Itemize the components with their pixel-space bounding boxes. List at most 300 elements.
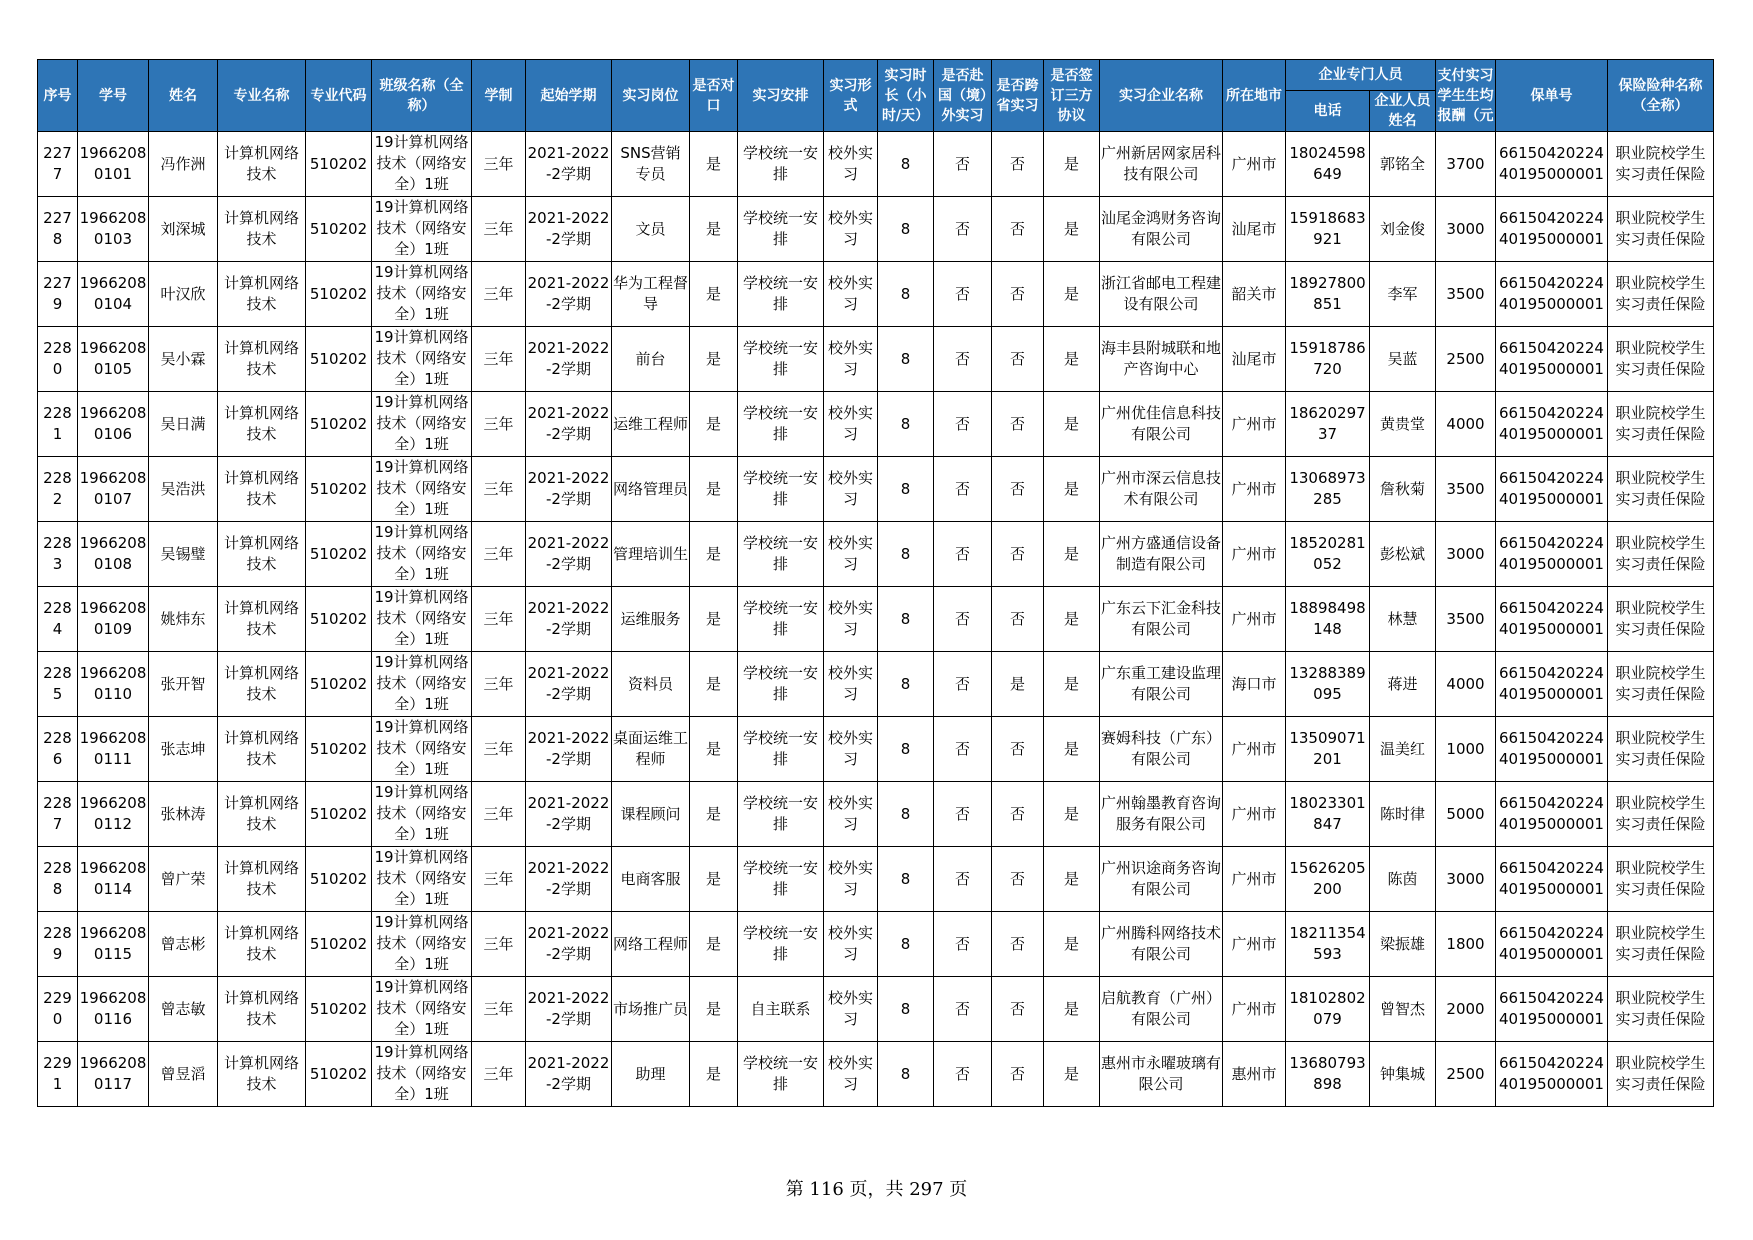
cell-arrangement: 学校统一安排 [738, 847, 824, 912]
cell-major-code: 510202 [306, 132, 372, 197]
cell-duration: 三年 [472, 782, 526, 847]
cell-form: 校外实习 [824, 782, 878, 847]
cell-hours: 8 [878, 457, 934, 522]
cell-arrangement: 学校统一安排 [738, 327, 824, 392]
cell-insurance: 职业院校学生实习责任保险 [1608, 652, 1714, 717]
cell-arrangement: 学校统一安排 [738, 262, 824, 327]
cell-cross-province: 否 [992, 847, 1044, 912]
cell-abroad: 否 [934, 1042, 992, 1107]
header-insurance: 保险险种名称（全称） [1608, 60, 1714, 132]
cell-cross-province: 否 [992, 522, 1044, 587]
cell-policy-no: 6615042022440195000001 [1496, 587, 1608, 652]
cell-company: 赛姆科技（广东）有限公司 [1100, 717, 1223, 782]
cell-abroad: 否 [934, 717, 992, 782]
cell-cross-province: 否 [992, 327, 1044, 392]
cell-city: 广州市 [1223, 782, 1286, 847]
cell-arrangement: 学校统一安排 [738, 587, 824, 652]
cell-phone: 13288389095 [1286, 652, 1370, 717]
cell-position: 运维工程师 [612, 392, 690, 457]
cell-hours: 8 [878, 782, 934, 847]
cell-class-name-text: 19计算机网络技术（网络安全）1班 [374, 1043, 469, 1103]
cell-arrangement: 学校统一安排 [738, 1042, 824, 1107]
cell-company: 广州优佳信息科技有限公司 [1100, 392, 1223, 457]
cell-cross-province: 否 [992, 587, 1044, 652]
cell-cross-province: 否 [992, 262, 1044, 327]
cell-relevant: 是 [690, 847, 738, 912]
cell-contact-name: 钟集城 [1370, 1042, 1436, 1107]
cell-seq: 2277 [38, 132, 78, 197]
cell-start-term [526, 132, 612, 197]
cell-relevant: 是 [690, 782, 738, 847]
cell-abroad: 否 [934, 847, 992, 912]
cell-position: 华为工程督导 [612, 262, 690, 327]
cell-name: 曾广荣 [149, 847, 218, 912]
cell-class-name-text: 19计算机网络技术（网络安全）1班 [374, 588, 469, 648]
cell-form: 校外实习 [824, 327, 878, 392]
cell-policy-no: 6615042022440195000001 [1496, 717, 1608, 782]
cell-major-code: 510202 [306, 1042, 372, 1107]
cell-insurance: 职业院校学生实习责任保险 [1608, 977, 1714, 1042]
cell-seq: 2279 [38, 262, 78, 327]
cell-class-name-text: 19计算机网络技术（网络安全）1班 [374, 133, 469, 193]
cell-tripartite: 是 [1044, 977, 1100, 1042]
cell-seq: 2284 [38, 587, 78, 652]
cell-pay: 2500 [1436, 327, 1496, 392]
cell-start-term-text: 2021-2022-2学期 [527, 469, 610, 508]
cell-position: 文员 [612, 197, 690, 262]
cell-policy-no: 6615042022440195000001 [1496, 847, 1608, 912]
header-contact-group: 企业专门人员 [1286, 60, 1436, 91]
cell-duration: 三年 [472, 587, 526, 652]
cell-pay: 4000 [1436, 652, 1496, 717]
cell-policy-no: 6615042022440195000001 [1496, 197, 1608, 262]
cell-arrangement: 学校统一安排 [738, 457, 824, 522]
cell-city: 广州市 [1223, 587, 1286, 652]
cell-class-name [372, 132, 472, 197]
cell-seq: 2291 [38, 1042, 78, 1107]
cell-duration: 三年 [472, 522, 526, 587]
cell-seq: 2286 [38, 717, 78, 782]
cell-relevant: 是 [690, 1042, 738, 1107]
cell-class-name-text: 19计算机网络技术（网络安全）1班 [374, 718, 469, 778]
cell-class-name [372, 392, 472, 457]
cell-major-name: 计算机网络技术 [218, 587, 306, 652]
table-row [38, 847, 1714, 912]
cell-contact-name: 黄贵堂 [1370, 392, 1436, 457]
cell-arrangement: 学校统一安排 [738, 912, 824, 977]
cell-class-name [372, 912, 472, 977]
table-row [38, 327, 1714, 392]
cell-class-name [372, 522, 472, 587]
cell-contact-name: 温美红 [1370, 717, 1436, 782]
cell-relevant: 是 [690, 587, 738, 652]
cell-cross-province: 否 [992, 782, 1044, 847]
cell-pay: 3500 [1436, 457, 1496, 522]
cell-duration: 三年 [472, 912, 526, 977]
cell-start-term-text: 2021-2022-2学期 [527, 989, 610, 1028]
cell-hours: 8 [878, 392, 934, 457]
table-row [38, 912, 1714, 977]
cell-company: 广州腾科网络技术有限公司 [1100, 912, 1223, 977]
cell-phone: 18023301847 [1286, 782, 1370, 847]
cell-student-id: 19662080103 [78, 197, 149, 262]
cell-tripartite: 是 [1044, 197, 1100, 262]
header-city: 所在地市 [1223, 60, 1286, 132]
cell-class-name [372, 1042, 472, 1107]
header-class-name: 班级名称（全称） [372, 60, 472, 132]
cell-position: 管理培训生 [612, 522, 690, 587]
cell-major-name: 计算机网络技术 [218, 847, 306, 912]
cell-start-term-text: 2021-2022-2学期 [527, 144, 610, 183]
cell-insurance: 职业院校学生实习责任保险 [1608, 132, 1714, 197]
cell-tripartite: 是 [1044, 522, 1100, 587]
cell-pay: 4000 [1436, 392, 1496, 457]
cell-student-id: 19662080115 [78, 912, 149, 977]
cell-major-name: 计算机网络技术 [218, 262, 306, 327]
cell-class-name [372, 717, 472, 782]
cell-major-code: 510202 [306, 782, 372, 847]
table-row [38, 1042, 1714, 1107]
cell-major-code: 510202 [306, 847, 372, 912]
cell-start-term-text: 2021-2022-2学期 [527, 339, 610, 378]
cell-abroad: 否 [934, 457, 992, 522]
cell-arrangement: 学校统一安排 [738, 652, 824, 717]
cell-form: 校外实习 [824, 197, 878, 262]
header-form: 实习形式 [824, 60, 878, 132]
cell-city: 海口市 [1223, 652, 1286, 717]
cell-major-code: 510202 [306, 652, 372, 717]
cell-major-code: 510202 [306, 522, 372, 587]
cell-position: 市场推广员 [612, 977, 690, 1042]
cell-student-id: 19662080106 [78, 392, 149, 457]
cell-class-name-text: 19计算机网络技术（网络安全）1班 [374, 198, 469, 258]
header-policy-no: 保单号 [1496, 60, 1608, 132]
cell-tripartite: 是 [1044, 717, 1100, 782]
cell-seq: 2290 [38, 977, 78, 1042]
cell-start-term [526, 912, 612, 977]
cell-tripartite: 是 [1044, 652, 1100, 717]
cell-policy-no: 6615042022440195000001 [1496, 652, 1608, 717]
cell-insurance: 职业院校学生实习责任保险 [1608, 782, 1714, 847]
cell-city: 汕尾市 [1223, 327, 1286, 392]
table-row [38, 197, 1714, 262]
cell-contact-name: 陈茵 [1370, 847, 1436, 912]
cell-major-code: 510202 [306, 977, 372, 1042]
cell-phone: 15626205200 [1286, 847, 1370, 912]
cell-class-name [372, 457, 472, 522]
cell-student-id: 19662080111 [78, 717, 149, 782]
cell-policy-no: 6615042022440195000001 [1496, 132, 1608, 197]
cell-class-name-text: 19计算机网络技术（网络安全）1班 [374, 523, 469, 583]
cell-start-term-text: 2021-2022-2学期 [527, 1054, 610, 1093]
cell-start-term-text: 2021-2022-2学期 [527, 404, 610, 443]
cell-relevant: 是 [690, 132, 738, 197]
cell-major-code: 510202 [306, 587, 372, 652]
cell-city: 汕尾市 [1223, 197, 1286, 262]
cell-position: 桌面运维工程师 [612, 717, 690, 782]
header-abroad: 是否赴国（境）外实习 [934, 60, 992, 132]
cell-hours: 8 [878, 327, 934, 392]
cell-form: 校外实习 [824, 522, 878, 587]
cell-policy-no: 6615042022440195000001 [1496, 912, 1608, 977]
cell-form: 校外实习 [824, 587, 878, 652]
cell-class-name-text: 19计算机网络技术（网络安全）1班 [374, 783, 469, 843]
cell-relevant: 是 [690, 652, 738, 717]
cell-contact-name: 林慧 [1370, 587, 1436, 652]
cell-contact-name: 蒋进 [1370, 652, 1436, 717]
cell-class-name-text: 19计算机网络技术（网络安全）1班 [374, 653, 469, 713]
cell-phone: 18024598649 [1286, 132, 1370, 197]
cell-major-name: 计算机网络技术 [218, 327, 306, 392]
cell-phone: 15918786720 [1286, 327, 1370, 392]
cell-class-name-text: 19计算机网络技术（网络安全）1班 [374, 393, 469, 453]
cell-class-name-text: 19计算机网络技术（网络安全）1班 [374, 978, 469, 1038]
cell-phone: 18102802079 [1286, 977, 1370, 1042]
cell-position: 网络管理员 [612, 457, 690, 522]
cell-city: 广州市 [1223, 132, 1286, 197]
cell-company: 浙江省邮电工程建设有限公司 [1100, 262, 1223, 327]
cell-hours: 8 [878, 587, 934, 652]
cell-name: 曾志彬 [149, 912, 218, 977]
header-major-name: 专业名称 [218, 60, 306, 132]
cell-phone: 13680793898 [1286, 1042, 1370, 1107]
cell-cross-province: 否 [992, 717, 1044, 782]
cell-major-name: 计算机网络技术 [218, 652, 306, 717]
cell-insurance: 职业院校学生实习责任保险 [1608, 457, 1714, 522]
cell-name: 曾志敏 [149, 977, 218, 1042]
cell-major-code: 510202 [306, 197, 372, 262]
cell-arrangement: 自主联系 [738, 977, 824, 1042]
cell-seq: 2285 [38, 652, 78, 717]
header-arrangement: 实习安排 [738, 60, 824, 132]
header-student-id: 学号 [78, 60, 149, 132]
cell-arrangement: 学校统一安排 [738, 392, 824, 457]
cell-city: 广州市 [1223, 392, 1286, 457]
cell-name: 叶汉欣 [149, 262, 218, 327]
cell-company: 海丰县附城联和地产咨询中心 [1100, 327, 1223, 392]
cell-class-name [372, 977, 472, 1042]
cell-abroad: 否 [934, 522, 992, 587]
cell-form: 校外实习 [824, 847, 878, 912]
table-row [38, 782, 1714, 847]
cell-position: 资料员 [612, 652, 690, 717]
cell-cross-province: 否 [992, 392, 1044, 457]
cell-major-name: 计算机网络技术 [218, 717, 306, 782]
cell-abroad: 否 [934, 782, 992, 847]
cell-class-name-text: 19计算机网络技术（网络安全）1班 [374, 848, 469, 908]
cell-contact-name: 吴蓝 [1370, 327, 1436, 392]
cell-relevant: 是 [690, 262, 738, 327]
page-footer: 第 116 页，共 297 页 [785, 1179, 968, 1200]
cell-start-term [526, 197, 612, 262]
cell-cross-province: 否 [992, 1042, 1044, 1107]
cell-duration: 三年 [472, 717, 526, 782]
cell-start-term [526, 847, 612, 912]
cell-start-term [526, 977, 612, 1042]
cell-major-code: 510202 [306, 262, 372, 327]
cell-tripartite: 是 [1044, 1042, 1100, 1107]
cell-arrangement: 学校统一安排 [738, 197, 824, 262]
cell-name: 张志坤 [149, 717, 218, 782]
cell-duration: 三年 [472, 977, 526, 1042]
cell-tripartite: 是 [1044, 132, 1100, 197]
table-row [38, 977, 1714, 1042]
cell-phone: 18927800851 [1286, 262, 1370, 327]
cell-seq: 2281 [38, 392, 78, 457]
cell-tripartite: 是 [1044, 327, 1100, 392]
cell-student-id: 19662080105 [78, 327, 149, 392]
cell-company: 启航教育（广州）有限公司 [1100, 977, 1223, 1042]
header-seq: 序号 [38, 60, 78, 132]
cell-major-name: 计算机网络技术 [218, 457, 306, 522]
cell-start-term [526, 652, 612, 717]
cell-cross-province: 否 [992, 977, 1044, 1042]
cell-form: 校外实习 [824, 912, 878, 977]
cell-hours: 8 [878, 1042, 934, 1107]
cell-name: 曾昱滔 [149, 1042, 218, 1107]
cell-name: 吴小霖 [149, 327, 218, 392]
header-tripartite: 是否签订三方协议 [1044, 60, 1100, 132]
cell-policy-no: 6615042022440195000001 [1496, 457, 1608, 522]
cell-position: SNS营销专员 [612, 132, 690, 197]
cell-tripartite: 是 [1044, 457, 1100, 522]
cell-duration: 三年 [472, 262, 526, 327]
cell-pay: 3500 [1436, 262, 1496, 327]
cell-form: 校外实习 [824, 392, 878, 457]
cell-class-name-text: 19计算机网络技术（网络安全）1班 [374, 913, 469, 973]
cell-student-id: 19662080104 [78, 262, 149, 327]
cell-duration: 三年 [472, 197, 526, 262]
cell-policy-no: 6615042022440195000001 [1496, 327, 1608, 392]
cell-abroad: 否 [934, 262, 992, 327]
cell-cross-province: 是 [992, 652, 1044, 717]
cell-contact-name: 陈时律 [1370, 782, 1436, 847]
cell-arrangement: 学校统一安排 [738, 782, 824, 847]
cell-pay: 3700 [1436, 132, 1496, 197]
cell-form: 校外实习 [824, 262, 878, 327]
cell-duration: 三年 [472, 392, 526, 457]
cell-hours: 8 [878, 522, 934, 587]
header-phone: 电话 [1286, 91, 1370, 132]
cell-name: 吴锡璧 [149, 522, 218, 587]
cell-company: 广州识途商务咨询有限公司 [1100, 847, 1223, 912]
cell-tripartite: 是 [1044, 392, 1100, 457]
cell-company: 惠州市永曜玻璃有限公司 [1100, 1042, 1223, 1107]
cell-policy-no: 6615042022440195000001 [1496, 522, 1608, 587]
cell-start-term [526, 717, 612, 782]
cell-class-name-text: 19计算机网络技术（网络安全）1班 [374, 328, 469, 388]
cell-insurance: 职业院校学生实习责任保险 [1608, 587, 1714, 652]
table-row [38, 132, 1714, 197]
cell-form: 校外实习 [824, 652, 878, 717]
cell-duration: 三年 [472, 847, 526, 912]
cell-phone: 18898498148 [1286, 587, 1370, 652]
cell-duration: 三年 [472, 457, 526, 522]
cell-abroad: 否 [934, 652, 992, 717]
cell-relevant: 是 [690, 327, 738, 392]
cell-abroad: 否 [934, 587, 992, 652]
cell-student-id: 19662080107 [78, 457, 149, 522]
header-company: 实习企业名称 [1100, 60, 1223, 132]
cell-contact-name: 彭松斌 [1370, 522, 1436, 587]
cell-pay: 1800 [1436, 912, 1496, 977]
cell-student-id: 19662080112 [78, 782, 149, 847]
cell-contact-name: 刘金俊 [1370, 197, 1436, 262]
cell-insurance: 职业院校学生实习责任保险 [1608, 912, 1714, 977]
cell-duration: 三年 [472, 1042, 526, 1107]
cell-class-name [372, 197, 472, 262]
cell-major-name: 计算机网络技术 [218, 1042, 306, 1107]
cell-policy-no: 6615042022440195000001 [1496, 1042, 1608, 1107]
cell-form: 校外实习 [824, 132, 878, 197]
cell-seq: 2288 [38, 847, 78, 912]
cell-position: 运维服务 [612, 587, 690, 652]
cell-name: 张林涛 [149, 782, 218, 847]
cell-phone: 18520281052 [1286, 522, 1370, 587]
table-row [38, 652, 1714, 717]
cell-phone: 18211354593 [1286, 912, 1370, 977]
cell-start-term [526, 262, 612, 327]
cell-company: 广州新居网家居科技有限公司 [1100, 132, 1223, 197]
cell-relevant: 是 [690, 392, 738, 457]
cell-city: 惠州市 [1223, 1042, 1286, 1107]
cell-company: 广东重工建设监理有限公司 [1100, 652, 1223, 717]
cell-form: 校外实习 [824, 977, 878, 1042]
cell-contact-name: 曾智杰 [1370, 977, 1436, 1042]
cell-major-code: 510202 [306, 327, 372, 392]
cell-start-term-text: 2021-2022-2学期 [527, 859, 610, 898]
cell-pay: 2500 [1436, 1042, 1496, 1107]
cell-name: 张开智 [149, 652, 218, 717]
cell-student-id: 19662080101 [78, 132, 149, 197]
cell-start-term [526, 782, 612, 847]
cell-class-name [372, 327, 472, 392]
cell-start-term-text: 2021-2022-2学期 [527, 924, 610, 963]
cell-start-term [526, 457, 612, 522]
cell-start-term [526, 522, 612, 587]
cell-start-term-text: 2021-2022-2学期 [527, 599, 610, 638]
cell-pay: 3000 [1436, 522, 1496, 587]
cell-city: 广州市 [1223, 977, 1286, 1042]
cell-major-name: 计算机网络技术 [218, 782, 306, 847]
cell-class-name [372, 847, 472, 912]
cell-name: 吴浩洪 [149, 457, 218, 522]
cell-abroad: 否 [934, 197, 992, 262]
cell-position: 助理 [612, 1042, 690, 1107]
table-body [38, 132, 1714, 1107]
cell-cross-province: 否 [992, 197, 1044, 262]
cell-company: 汕尾金鸿财务咨询有限公司 [1100, 197, 1223, 262]
cell-relevant: 是 [690, 457, 738, 522]
cell-hours: 8 [878, 262, 934, 327]
cell-major-name: 计算机网络技术 [218, 197, 306, 262]
cell-insurance: 职业院校学生实习责任保险 [1608, 847, 1714, 912]
cell-contact-name: 郭铭全 [1370, 132, 1436, 197]
cell-phone: 15918683921 [1286, 197, 1370, 262]
cell-tripartite: 是 [1044, 847, 1100, 912]
cell-start-term [526, 327, 612, 392]
cell-name: 冯作洲 [149, 132, 218, 197]
table-header [38, 60, 1714, 132]
cell-start-term [526, 587, 612, 652]
cell-phone: 13509071201 [1286, 717, 1370, 782]
cell-class-name [372, 652, 472, 717]
cell-city: 韶关市 [1223, 262, 1286, 327]
cell-phone: 1862029737 [1286, 392, 1370, 457]
cell-abroad: 否 [934, 912, 992, 977]
cell-arrangement: 学校统一安排 [738, 132, 824, 197]
header-position: 实习岗位 [612, 60, 690, 132]
